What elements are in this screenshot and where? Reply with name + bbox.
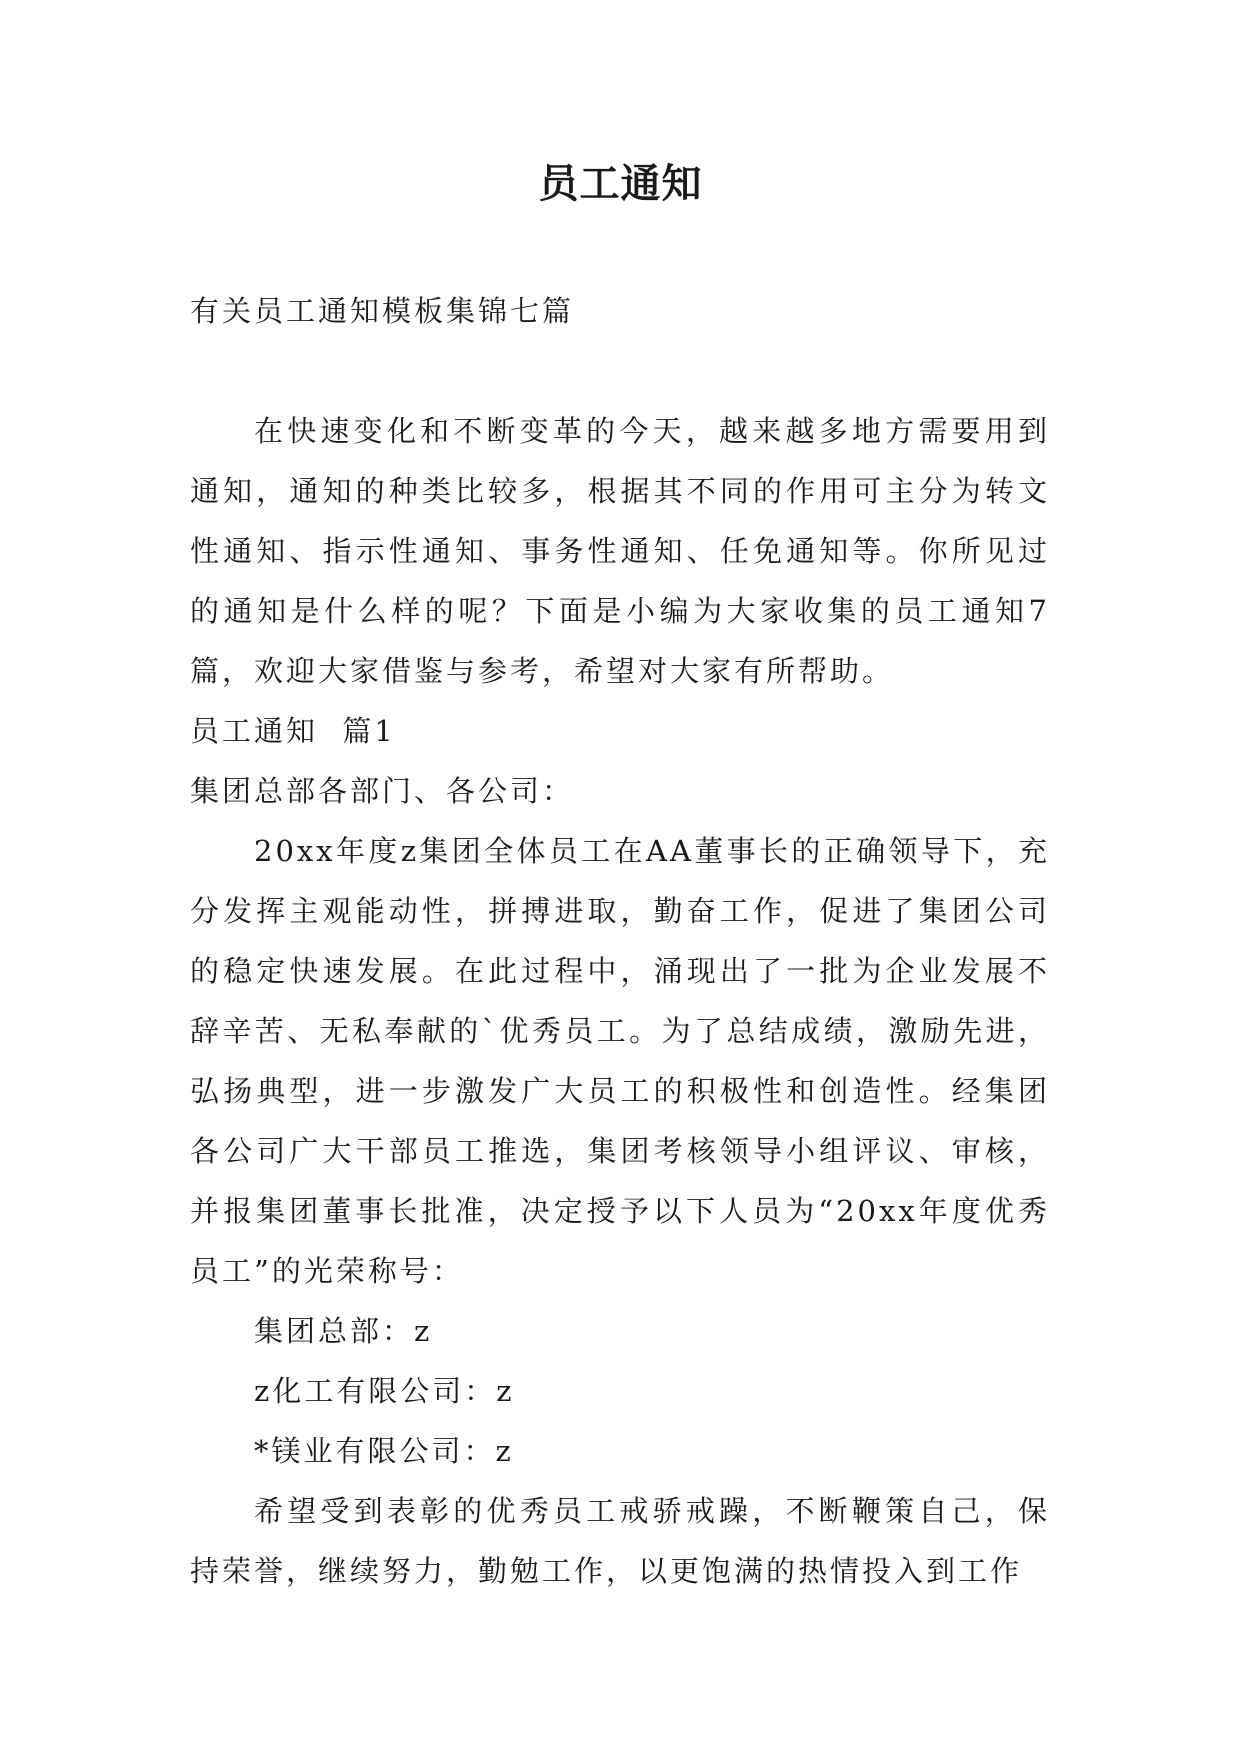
addressee-line: 集团总部各部门、各公司： [190, 774, 575, 808]
document-title: 员工通知 [538, 161, 703, 207]
document-subtitle: 有关员工通知模板集锦七篇 [190, 294, 575, 328]
awardee-line: z化工有限公司：z [254, 1374, 515, 1408]
awardee-line: 集团总部：z [254, 1314, 433, 1348]
main-paragraph: 20xx年度z集团全体员工在AA董事长的正确领导下，充分发挥主观能动性，拼搏进取，勤奋工作，促进了集团公司的稳定快速发展。在此过程中，涌现出了一批为企业发展不辞辛苦、无私奉献的`优秀员工。为了总结成绩，激励先进，弘扬典型，进一步激发广大员工的积极性和创造性。经集团各公司广大干部员工推选，集团考核领导小组评议、审核，并报集团董事长批准，决定授予以下人员为“20xx年度优秀员工”的光荣称号： [190, 834, 1050, 1288]
section-heading: 员工通知 篇1 [190, 714, 396, 748]
closing-paragraph: 希望受到表彰的优秀员工戒骄戒躁，不断鞭策自己，保持荣誉，继续努力，勤勉工作，以更饱满的热情投入到工作 [190, 1494, 1050, 1588]
awardee-line: *镁业有限公司：z [254, 1434, 514, 1468]
intro-paragraph: 在快速变化和不断变革的今天，越来越多地方需要用到通知，通知的种类比较多，根据其不同的作用可主分为转文性通知、指示性通知、事务性通知、任免通知等。你所见过的通知是什么样的呢？下面是小编为大家收集的员工通知7篇，欢迎大家借鉴与参考，希望对大家有所帮助。 [190, 414, 1050, 688]
document-body [190, 401, 1050, 1601]
